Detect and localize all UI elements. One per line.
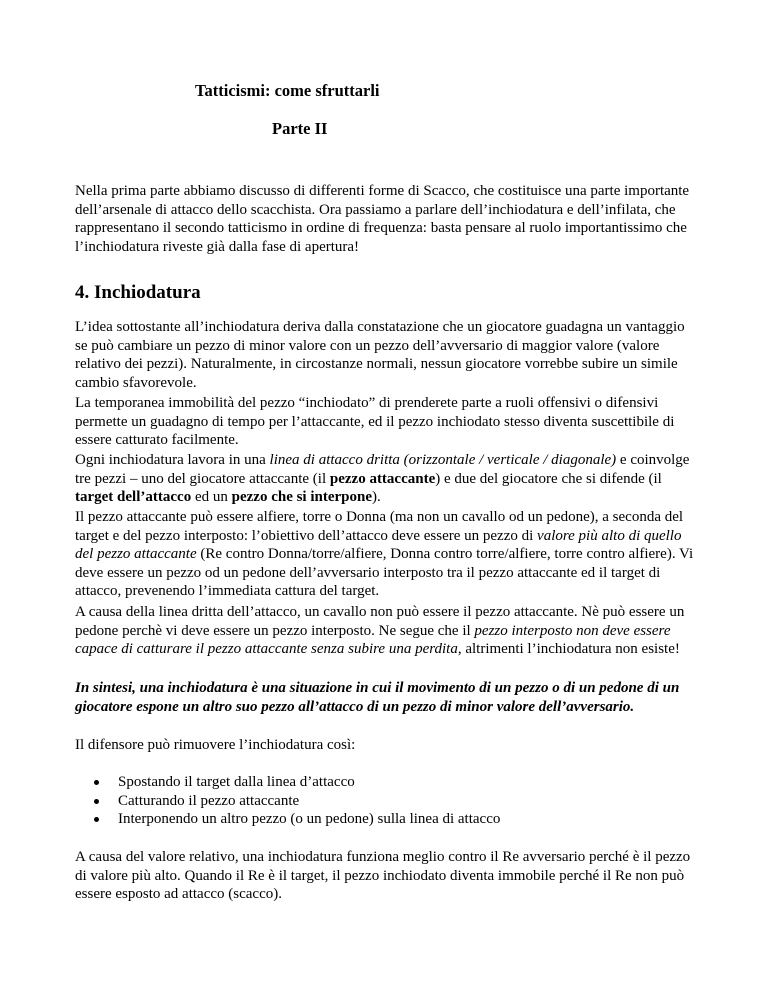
paragraph-5-text-c: , altrimenti l’inchiodatura non esiste! (457, 641, 680, 658)
paragraph-3-text-a: Ogni inchiodatura lavora in una (75, 452, 270, 468)
summary-text: In sintesi, una inchiodatura è una situazione in cui il movimento di un pezzo o di un pedone di un giocatore espone un altro suo pezzo all’attacco di un pezzo di minor valore dell’avversario. (75, 680, 680, 715)
paragraph-4-text-c: (Re contro Donna/torre/alfiere, Donna contro torre/alfiere, torre contro alfiere). Vi deve essere un pezzo od un pedone dell’avversario interposto tra il pezzo attaccante ed il target di attacco, prevenendo l’immediata cattura del target. (75, 546, 694, 600)
paragraph-1: L’idea sottostante all’inchiodatura deriva dalla constatazione che un giocatore guadagna un vantaggio se può cambiare un pezzo di minor valore con un pezzo dell’avversario di maggior valore (valore relativo dei pezzi). Naturalmente, in circostanze normali, nessun giocatore vorrebbe subire un simile cambio sfavorevole. (75, 319, 685, 391)
defense-list (75, 773, 500, 829)
paragraph-3-bold-attacker: pezzo attaccante (329, 470, 436, 487)
paragraph-5 (75, 603, 695, 659)
paragraph-3-text-e: ) e due del giocatore che si difende (il (435, 470, 662, 487)
paragraph-3-text-g: ed un (191, 489, 232, 506)
document-subtitle: Parte II (272, 119, 328, 138)
paragraph-3-text-i: ). (372, 489, 381, 506)
paragraph-4 (75, 508, 695, 601)
section-heading: 4. Inchiodatura (75, 282, 201, 303)
list-item: Catturando il pezzo attaccante (118, 792, 500, 811)
list-item: Interponendo un altro pezzo (o un pedone) sulla linea di attacco (118, 811, 501, 828)
paragraph-5-text-a: A causa della linea dritta dell’attacco, un cavallo non può essere il pezzo attaccante. Nè può essere un pedone perchè vi deve essere un pezzo interposto. Ne segue che il (75, 604, 685, 639)
paragraph-5-italic: pezzo interposto non deve essere capace di catturare il pezzo attaccante senza subire una perdita (75, 622, 671, 658)
defender-intro: Il difensore può rimuovere l’inchiodatura così: (75, 737, 356, 753)
paragraph-3 (75, 451, 695, 507)
paragraph-2: La temporanea immobilità del pezzo “inchiodato” di prenderete parte a ruoli offensivi o difensivi permette un guadagno di tempo per l’attaccante, ed il pezzo inchiodato stesso diventa suscettibile di essere catturato facilmente. (75, 395, 675, 449)
paragraph-3-text-c: e coinvolge tre pezzi – uno del giocatore attaccante (il (75, 452, 690, 487)
paragraph-3-bold-target: target dell’attacco (75, 489, 192, 506)
paragraph-3-italic-line: linea di attacco dritta (orizzontale / verticale / diagonale) (269, 452, 617, 468)
paragraph-4-italic: valore più alto di quello del pezzo attaccante (75, 527, 682, 563)
list-item: Spostando il target dalla linea d’attacco (118, 773, 500, 792)
paragraph-3-bold-interposer: pezzo che si interpone (231, 489, 373, 506)
intro-paragraph: Nella prima parte abbiamo discusso di differenti forme di Scacco, che costituisce una parte importante dell’arsenale di attacco dello scacchista. Ora passiamo a parlare dell’inchiodatura e dell’infilata, che rappresentano il secondo tatticismo in ordine di frequenza: basta pensare al ruolo importantissimo che l’inchiodatura riveste già dalla fase di apertura! (75, 183, 690, 255)
summary-paragraph (75, 679, 695, 716)
document-title: Tatticismi: come sfruttarli (195, 81, 380, 100)
closing-paragraph: A causa del valore relativo, una inchiodatura funziona meglio contro il Re avversario perché è il pezzo di valore più alto. Quando il Re è il target, il pezzo inchiodato diventa immobile perché il Re non può essere esposto ad attacco (scacco). (75, 849, 691, 903)
paragraph-4-text-a: Il pezzo attaccante può essere alfiere, torre o Donna (ma non un cavallo od un pedone), a seconda del target e del pezzo interposto: l’obiettivo dell’attacco deve essere un pezzo di (75, 509, 684, 544)
